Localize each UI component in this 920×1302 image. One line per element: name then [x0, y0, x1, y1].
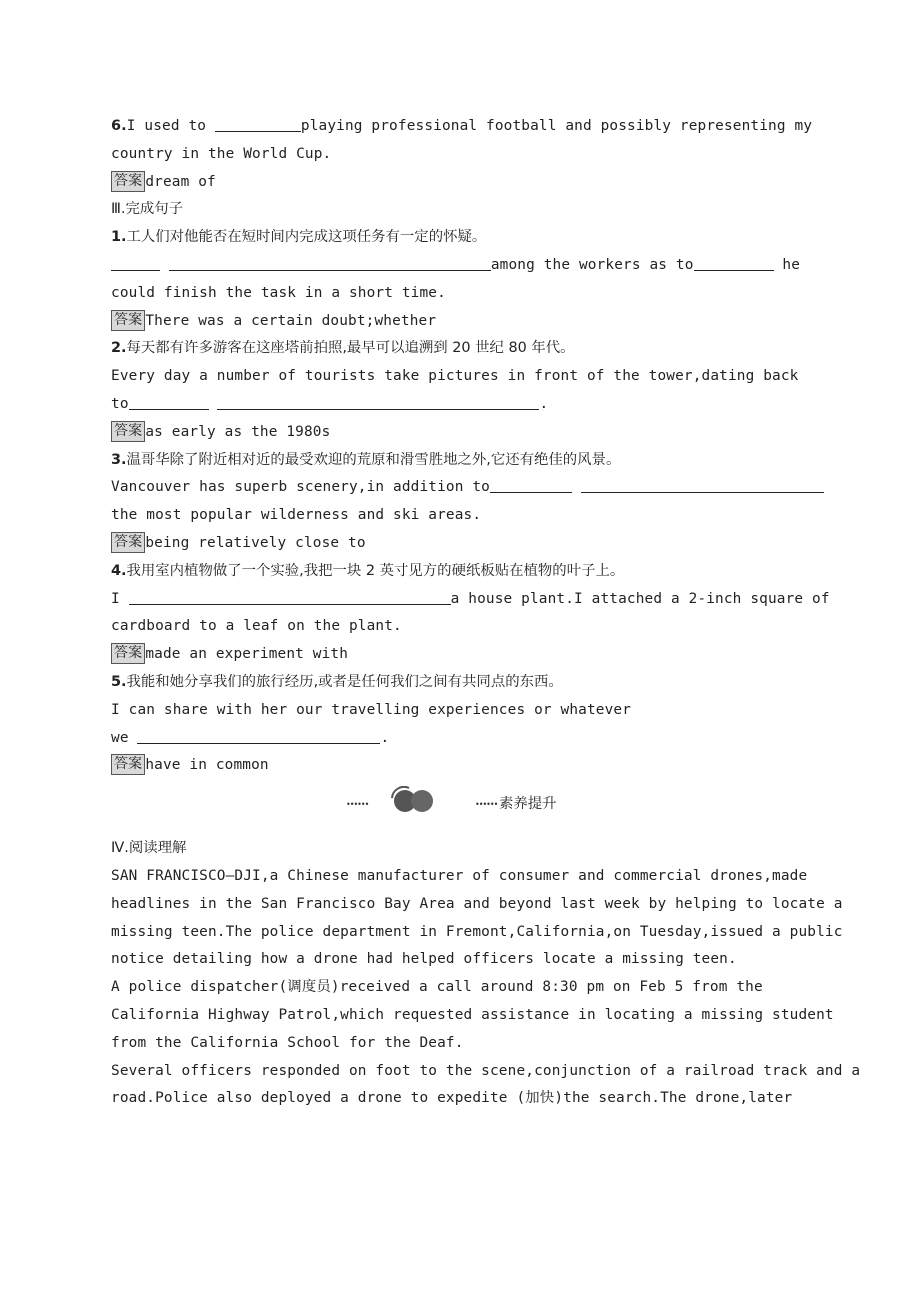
- item3-answer-line: [111, 530, 811, 558]
- answer-text: made an experiment with: [145, 646, 349, 663]
- answer-badge: 答案: [111, 171, 145, 192]
- answer-badge: 答案: [111, 310, 145, 331]
- answer-badge: 答案: [111, 643, 145, 664]
- answer-text: being relatively close to: [145, 534, 366, 551]
- answer-text: as early as the 1980s: [145, 423, 331, 440]
- literacy-improvement-title: 素养提升: [499, 796, 557, 813]
- q6-number: 6.: [111, 118, 127, 134]
- answer-text: have in common: [145, 757, 269, 774]
- passage-line: missing teen.The police department in Fremont,California,on Tuesday,issued a public: [111, 923, 843, 940]
- answer-text: dream of: [145, 173, 216, 190]
- answer-blank[interactable]: [217, 392, 539, 410]
- answer-blank[interactable]: [215, 114, 301, 132]
- item3-chinese: 3.温哥华除了附近相对近的最受欢迎的荒原和滑雪胜地之外,它还有绝佳的风景。: [111, 451, 621, 468]
- item3-english-line2: the most popular wilderness and ski areas.: [111, 507, 482, 524]
- item4-answer-line: [111, 641, 811, 669]
- answer-badge: 答案: [111, 532, 145, 553]
- q6-answer-line: [111, 169, 811, 197]
- dots-left-decoration: ••••••: [346, 800, 369, 810]
- item5-answer-line: [111, 752, 811, 780]
- passage-line: A police dispatcher(调度员)received a call around 8:30 pm on Feb 5 from the: [111, 979, 763, 996]
- passage-line: Several officers responded on foot to the scene,conjunction of a railroad track and a: [111, 1062, 861, 1079]
- item4-english-line1: I a house plant.I attached a 2-inch square of: [111, 586, 811, 614]
- answer-blank[interactable]: [490, 475, 572, 493]
- q6-line2: country in the World Cup.: [111, 145, 332, 162]
- passage-line: notice detailing how a drone had helped officers locate a missing teen.: [111, 951, 737, 968]
- item2-english-line2: to .: [111, 391, 811, 419]
- answer-badge: 答案: [111, 754, 145, 775]
- answer-blank[interactable]: [169, 253, 491, 271]
- answer-blank[interactable]: [129, 392, 209, 410]
- item5-english-line1: I can share with her our travelling experiences or whatever: [111, 701, 632, 718]
- passage-line: road.Police also deployed a drone to expedite (加快)the search.The drone,later: [111, 1090, 793, 1107]
- answer-badge: 答案: [111, 421, 145, 442]
- answer-text: There was a certain doubt;whether: [145, 312, 437, 329]
- circles-logo-icon: [389, 786, 439, 814]
- answer-blank[interactable]: [137, 726, 380, 744]
- passage-line: from the California School for the Deaf.: [111, 1034, 464, 1051]
- item1-chinese: 1.工人们对他能否在短时间内完成这项任务有一定的怀疑。: [111, 229, 487, 246]
- item3-english-line1: Vancouver has superb scenery,in addition to: [111, 474, 811, 502]
- section4-title: Ⅳ.阅读理解: [111, 840, 187, 857]
- passage-line: headlines in the San Francisco Bay Area and beyond last week by helping to locate a: [111, 895, 843, 912]
- answer-blank[interactable]: [129, 587, 451, 605]
- item1-english-line2: could finish the task in a short time.: [111, 284, 446, 301]
- item4-english-line2: cardboard to a leaf on the plant.: [111, 618, 402, 635]
- dots-right-decoration: ••••••: [475, 800, 498, 810]
- item2-english-line1: Every day a number of tourists take pictures in front of the tower,dating back: [111, 368, 799, 385]
- section-divider: [111, 780, 811, 835]
- item5-english-line2: we .: [111, 725, 811, 753]
- answer-blank[interactable]: [694, 253, 774, 271]
- passage-line: California Highway Patrol,which requested assistance in locating a missing student: [111, 1006, 834, 1023]
- item5-chinese: 5.我能和她分享我们的旅行经历,或者是任何我们之间有共同点的东西。: [111, 673, 563, 690]
- content-column: [111, 113, 861, 1113]
- item1-answer-line: [111, 308, 811, 336]
- answer-blank[interactable]: [581, 475, 824, 493]
- item2-chinese: 2.每天都有许多游客在这座塔前拍照,最早可以追溯到 20 世纪 80 年代。: [111, 340, 575, 357]
- answer-blank[interactable]: [111, 253, 160, 271]
- item4-chinese: 4.我用室内植物做了一个实验,我把一块 2 英寸见方的硬纸板贴在植物的叶子上。: [111, 562, 625, 579]
- item2-answer-line: [111, 419, 811, 447]
- q6-line1: 6.I used to playing professional football and possibly representing my: [111, 113, 811, 141]
- passage-line: SAN FRANCISCO—DJI,a Chinese manufacturer of consumer and commercial drones,made: [111, 867, 808, 884]
- section3-title: Ⅲ.完成句子: [111, 201, 184, 218]
- item1-english-line1: among the workers as to he: [111, 252, 811, 280]
